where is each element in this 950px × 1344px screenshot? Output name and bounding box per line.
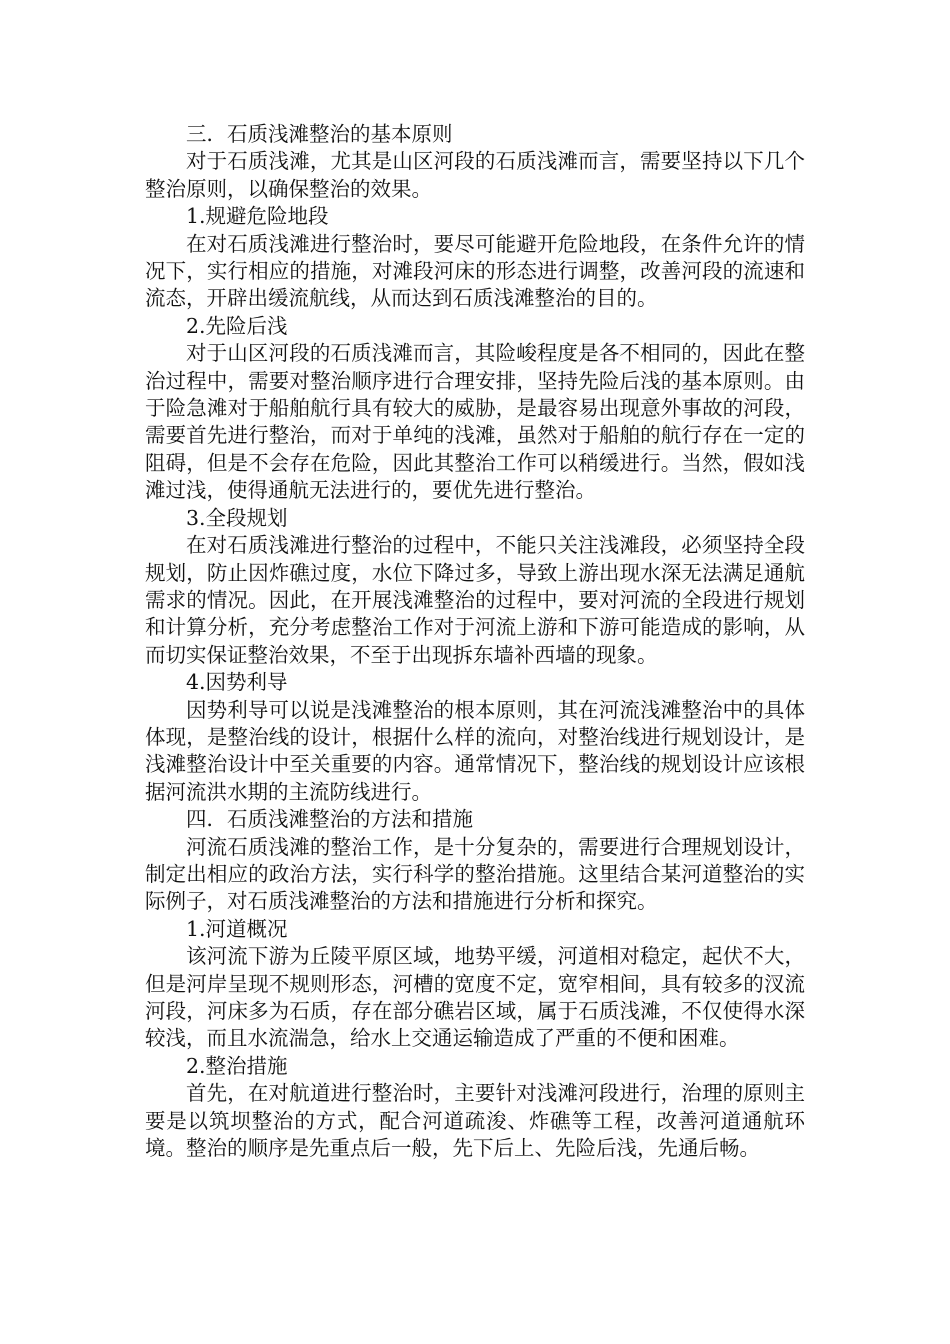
paragraph: 该河流下游为丘陵平原区域，地势平缓，河道相对稳定，起伏不大，但是河岸呈现不规则形态，河槽的宽度不定，宽窄相间，具有较多的汊流河段，河床多为石质，存在部分礁岩区域，属于石质浅滩，不仅使得水深较浅，而且水流湍急，给水上交通运输造成了严重的不便和困难。 [145, 944, 805, 1051]
subheading-danger-first: 2.先险后浅 [186, 313, 288, 338]
paragraph: 对于山区河段的石质浅滩而言，其险峻程度是各不相同的，因此在整治过程中，需要对整治顺序进行合理安排，坚持先险后浅的基本原则。由于险急滩对于船舶航行具有较大的威胁，是最容易出现意外事故的河段，需要首先进行整治，而对于单纯的浅滩，虽然对于船舶的航行存在一定的阻碍，但是不会存在危险，因此其整治工作可以稍缓进行。当然，假如浅滩过浅，使得通航无法进行的，要优先进行整治。 [145, 341, 805, 503]
document-body [145, 121, 805, 1162]
subheading-guidance: 4.因势利导 [186, 670, 288, 695]
paragraph: 河流石质浅滩的整治工作，是十分复杂的，需要进行合理规划设计，制定出相应的政治方法，实行科学的整治措施。这里结合某河道整治的实际例子，对石质浅滩整治的方法和措施进行分析和探究。 [145, 834, 805, 914]
section-heading-3: 三．石质浅滩整治的基本原则 [186, 122, 453, 146]
subheading-river-overview: 1.河道概况 [186, 916, 288, 941]
paragraph: 在对石质浅滩进行整治的过程中，不能只关注浅滩段，必须坚持全段规划，防止因炸礁过度，水位下降过多，导致上游出现水深无法满足通航需求的情况。因此，在开展浅滩整治的过程中，要对河流的全段进行规划和计算分析，充分考虑整治工作对于河流上游和下游可能造成的影响，从而切实保证整治效果，不至于出现拆东墙补西墙的现象。 [145, 533, 805, 667]
section-heading-4: 四．石质浅滩整治的方法和措施 [186, 807, 473, 832]
paragraph: 对于石质浅滩，尤其是山区河段的石质浅滩而言，需要坚持以下几个整治原则，以确保整治的效果。 [145, 149, 805, 201]
subheading-avoid-danger: 1.规避危险地段 [186, 204, 329, 229]
subheading-measures: 2.整治措施 [186, 1053, 288, 1078]
paragraph: 首先，在对航道进行整治时，主要针对浅滩河段进行，治理的原则主要是以筑坝整治的方式，配合河道疏浚、炸礁等工程，改善河道通航环境。整治的顺序是先重点后一般，先下后上、先险后浅，先通后畅。 [145, 1081, 805, 1161]
subheading-full-planning: 3.全段规划 [186, 505, 288, 530]
paragraph: 因势利导可以说是浅滩整治的根本原则，其在河流浅滩整治中的具体体现，是整治线的设计，根据什么样的流向，对整治线进行规划设计，是浅滩整治设计中至关重要的内容。通常情况下，整治线的规划设计应该根据河流洪水期的主流防线进行。 [145, 697, 805, 804]
paragraph: 在对石质浅滩进行整治时，要尽可能避开危险地段，在条件允许的情况下，实行相应的措施，对滩段河床的形态进行调整，改善河段的流速和流态，开辟出缓流航线，从而达到石质浅滩整治的目的。 [145, 231, 805, 311]
